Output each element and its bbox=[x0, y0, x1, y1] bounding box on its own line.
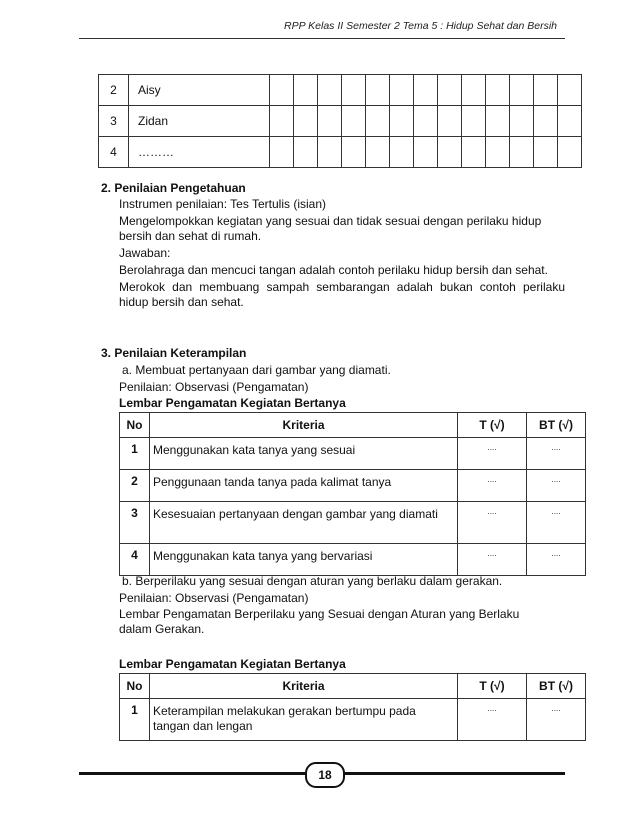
item-a-method: Penilaian: Observasi (Pengamatan) bbox=[119, 380, 309, 394]
section-2-body bbox=[119, 197, 565, 310]
row-number: 1 bbox=[120, 699, 150, 741]
page-number: 18 bbox=[305, 762, 345, 788]
score-cell bbox=[558, 137, 582, 168]
bt-check-cell: .... bbox=[527, 544, 586, 576]
table-row bbox=[99, 106, 582, 137]
t-check-cell: .... bbox=[458, 699, 527, 741]
section-2-heading: 2. Penilaian Pengetahuan bbox=[101, 181, 246, 195]
criteria-text: Menggunakan kata tanya yang bervariasi bbox=[150, 544, 458, 576]
score-cell bbox=[486, 106, 510, 137]
item-b: b. Berperilaku yang sesuai dengan aturan yang berlaku dalam gerakan. bbox=[122, 574, 503, 588]
table-row bbox=[120, 699, 586, 741]
score-cell bbox=[462, 106, 486, 137]
score-cell bbox=[534, 106, 558, 137]
row-number: 1 bbox=[120, 438, 150, 470]
criteria-text: Menggunakan kata tanya yang sesuai bbox=[150, 438, 458, 470]
row-number: 3 bbox=[99, 106, 129, 137]
criteria-text: Penggunaan tanda tanya pada kalimat tanya bbox=[150, 470, 458, 502]
table-1-title: Lembar Pengamatan Kegiatan Bertanya bbox=[119, 396, 346, 410]
t-check-cell: .... bbox=[458, 470, 527, 502]
score-cell bbox=[462, 75, 486, 106]
score-cell bbox=[462, 137, 486, 168]
score-cell bbox=[414, 75, 438, 106]
criteria-text: Kesesuaian pertanyaan dengan gambar yang diamati bbox=[150, 502, 458, 544]
t-check-cell: .... bbox=[458, 544, 527, 576]
answer-paragraph-1: Berolahraga dan mencuci tangan adalah contoh perilaku hidup bersih dan sehat. bbox=[119, 263, 548, 277]
answer-label: Jawaban: bbox=[119, 246, 171, 260]
section-3-heading: 3. Penilaian Keterampilan bbox=[101, 346, 247, 360]
score-cell bbox=[294, 106, 318, 137]
score-cell bbox=[414, 137, 438, 168]
score-cell bbox=[318, 106, 342, 137]
bt-check-cell: .... bbox=[527, 438, 586, 470]
row-number: 2 bbox=[99, 75, 129, 106]
bt-check-cell: .... bbox=[527, 502, 586, 544]
t-check-cell: .... bbox=[458, 438, 527, 470]
score-cell bbox=[390, 137, 414, 168]
score-cell bbox=[558, 106, 582, 137]
col-header-no: No bbox=[120, 674, 150, 699]
student-name: Zidan bbox=[129, 106, 270, 137]
table-2-title: Lembar Pengamatan Kegiatan Bertanya bbox=[119, 657, 346, 671]
col-header-kriteria: Kriteria bbox=[150, 413, 458, 438]
score-cell bbox=[510, 106, 534, 137]
score-cell bbox=[390, 75, 414, 106]
score-cell bbox=[438, 75, 462, 106]
row-number: 2 bbox=[120, 470, 150, 502]
table-row bbox=[120, 470, 586, 502]
score-cell bbox=[270, 106, 294, 137]
score-cell bbox=[270, 75, 294, 106]
t-check-cell: .... bbox=[458, 502, 527, 544]
score-cell bbox=[534, 75, 558, 106]
score-cell bbox=[342, 75, 366, 106]
score-cell bbox=[342, 137, 366, 168]
table-row bbox=[99, 137, 582, 168]
table-row bbox=[120, 544, 586, 576]
score-cell bbox=[390, 106, 414, 137]
table-row bbox=[99, 75, 582, 106]
student-checklist-table bbox=[98, 74, 582, 168]
score-cell bbox=[438, 137, 462, 168]
item-b-description: Lembar Pengamatan Berperilaku yang Sesuai dengan Aturan yang Berlaku dalam Gerakan. bbox=[119, 607, 520, 636]
footer-rule-left bbox=[79, 772, 305, 775]
score-cell bbox=[510, 137, 534, 168]
bt-check-cell: .... bbox=[527, 470, 586, 502]
score-cell bbox=[414, 106, 438, 137]
score-cell bbox=[294, 75, 318, 106]
table-row bbox=[120, 502, 586, 544]
score-cell bbox=[534, 137, 558, 168]
col-header-bt: BT (√) bbox=[527, 413, 586, 438]
answer-paragraph-2: Merokok dan membuang sampah sembarangan adalah bukan contoh perilaku hidup bersih dan sehat. bbox=[119, 280, 565, 309]
score-cell bbox=[318, 137, 342, 168]
page-header: RPP Kelas II Semester 2 Tema 5 : Hidup Sehat dan Bersih bbox=[284, 20, 557, 32]
observation-table-1 bbox=[119, 412, 586, 576]
item-b-method: Penilaian: Observasi (Pengamatan) bbox=[119, 591, 309, 605]
col-header-bt: BT (√) bbox=[527, 674, 586, 699]
criteria-text: Keterampilan melakukan gerakan bertumpu pada tangan dan lengan bbox=[150, 699, 458, 741]
col-header-kriteria: Kriteria bbox=[150, 674, 458, 699]
page-footer bbox=[79, 762, 565, 786]
table-row bbox=[120, 438, 586, 470]
row-number: 3 bbox=[120, 502, 150, 544]
task-paragraph: Mengelompokkan kegiatan yang sesuai dan tidak sesuai dengan perilaku hidup bersih dan sehat di rumah. bbox=[119, 214, 542, 243]
score-cell bbox=[342, 106, 366, 137]
col-header-t: T (√) bbox=[458, 674, 527, 699]
score-cell bbox=[438, 106, 462, 137]
score-cell bbox=[270, 137, 294, 168]
score-cell bbox=[486, 75, 510, 106]
bt-check-cell: .... bbox=[527, 699, 586, 741]
score-cell bbox=[366, 137, 390, 168]
score-cell bbox=[366, 75, 390, 106]
student-name: ……… bbox=[129, 137, 270, 168]
row-number: 4 bbox=[120, 544, 150, 576]
observation-table-2 bbox=[119, 673, 586, 741]
score-cell bbox=[294, 137, 318, 168]
footer-rule-right bbox=[343, 772, 565, 775]
score-cell bbox=[318, 75, 342, 106]
col-header-no: No bbox=[120, 413, 150, 438]
student-name: Aisy bbox=[129, 75, 270, 106]
score-cell bbox=[486, 137, 510, 168]
score-cell bbox=[366, 106, 390, 137]
header-divider bbox=[79, 38, 565, 39]
score-cell bbox=[510, 75, 534, 106]
score-cell bbox=[558, 75, 582, 106]
item-a: a. Membuat pertanyaan dari gambar yang diamati. bbox=[122, 363, 391, 377]
instrument-line: Instrumen penilaian: Tes Tertulis (isian) bbox=[119, 197, 326, 211]
row-number: 4 bbox=[99, 137, 129, 168]
col-header-t: T (√) bbox=[458, 413, 527, 438]
